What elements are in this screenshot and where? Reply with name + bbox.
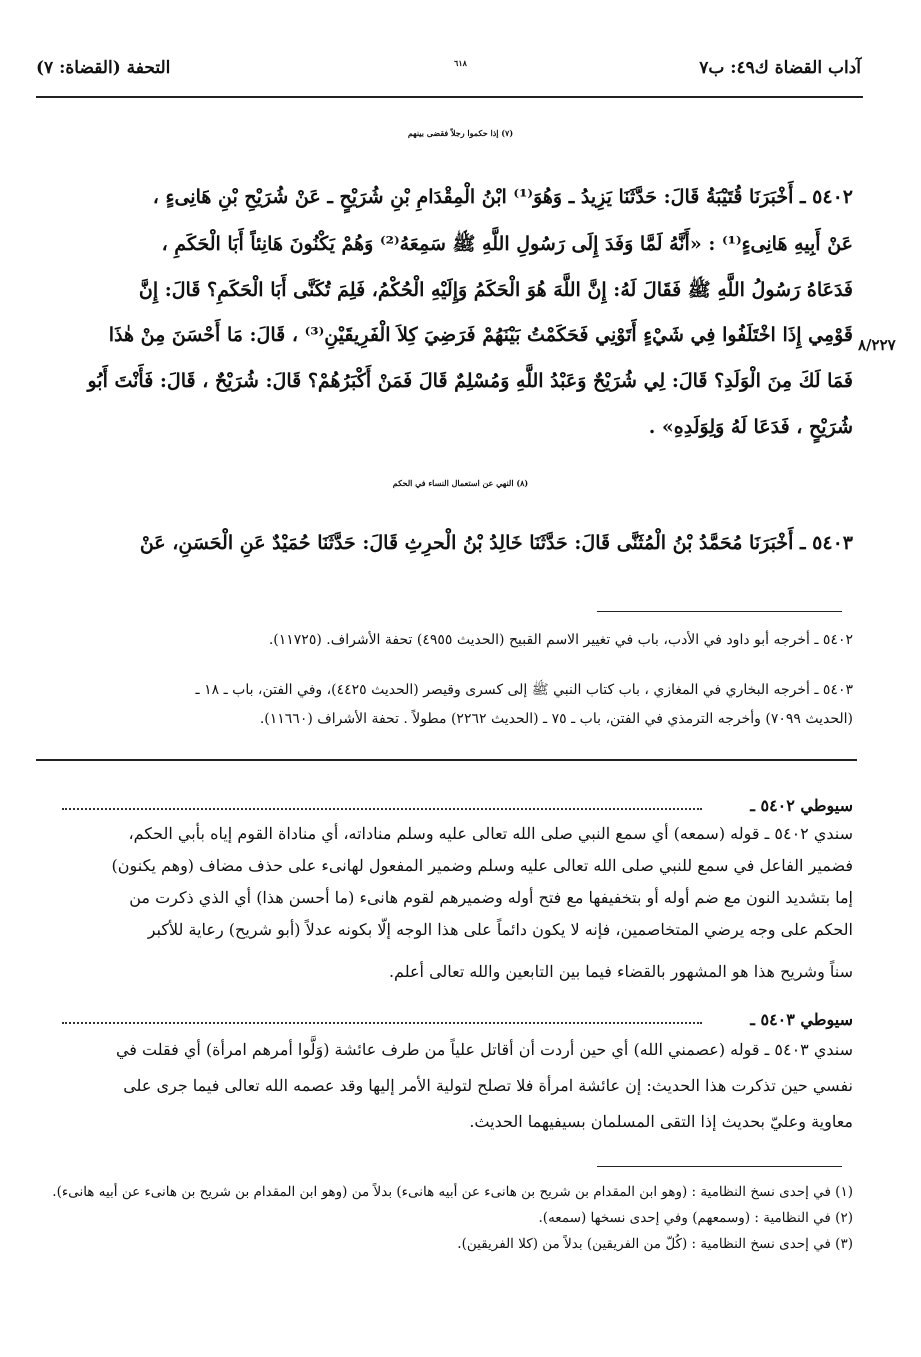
takhrij-note: ٥٤٠٣ ـ أخرجه البخاري في المغازي ، باب كتاب النبي ﷺ إلى كسرى وقيصر (الحديث ٤٤٢٥)، وفي الفتن، باب ـ ١٨ ـ	[195, 682, 853, 698]
sindi-line: فضمير الفاعل في سمع للنبي صلى الله تعالى عليه وسلم وضمير المفعول لهانىء على حذف مضاف (وهم يكنون)	[111, 856, 853, 875]
chapter-heading-7: (٧) إذا حكموا رجلاً فقضى بينهم	[407, 128, 514, 138]
chapter-heading-8: (٨) النهي عن استعمال النساء في الحكم	[392, 478, 529, 488]
page-number: ٦١٨	[454, 58, 467, 68]
sindi-line: سناً وشريح هذا هو المشهور بالقضاء فيما بين التابعين والله تعالى أعلم.	[388, 962, 853, 981]
hadith-line: ٥٤٠٢ ـ أَخْبَرَنَا قُتَيْبَةُ قَالَ: حَدَّثَنَا يَزِيدُ ـ وَهُوَ⁽¹⁾ ابْنُ الْمِقْدَامِ بْنِ شُرَيْحٍ ـ عَنْ شُرَيْحِ بْنِ هَانِىءٍ ،	[152, 186, 853, 208]
header-book-ref: آداب القضاة ك٤٩: ب٧	[699, 58, 861, 78]
takhrij-note: (الحديث ٧٠٩٩) وأخرجه الترمذي في الفتن، باب ـ ٧٥ ـ (الحديث ٢٢٦٢) مطولاً . تحفة الأشراف (١١٦٦٠).	[259, 711, 853, 727]
header-rule	[36, 96, 863, 98]
hadith-line: قَوْمِي إِذَا اخْتَلَفُوا فِي شَيْءٍ أَتَوْنِي فَحَكَمْتُ بَيْنَهُمْ فَرَضِيَ كِلاَ الْفَرِيقَيْنِ⁽³⁾ ، قَالَ: مَا أَحْسَنَ مِنْ هٰذَا	[108, 324, 853, 346]
hadith-line: عَنْ أَبِيهِ هَانِىءٍ⁽¹⁾ : «أَنَّهُ لَمَّا وَفَدَ إِلَى رَسُولِ اللَّهِ ﷺ سَمِعَهُ⁽²⁾ وَهُمْ يَكْنُونَ هَانِئاً أَبَا الْحَكَمِ ،	[161, 233, 853, 255]
footnote: (١) في إحدى نسخ النظامية : (وهو ابن المقدام بن شريح بن هانىء عن أبيه هانىء) بدلاً من (وهو ابن المقدام بن شريح بن هانىء عن أبيه هانىء).	[52, 1184, 853, 1200]
sindi-line: معاوية وعليّ بحديث إذا التقى المسلمان بسيفيهما الحديث.	[469, 1112, 853, 1131]
footnote: (٣) في إحدى نسخ النظامية : (كُلّ من الفريقين) بدلاً من (كلا الفريقين).	[457, 1236, 853, 1252]
sindi-line: إما بتشديد النون مع ضم أوله أو بتخفيفها مع فتح أوله وضميرهم لقوم هانىء (ما أحسن هذا) أي الذي ذكرت من	[129, 888, 853, 907]
footnote-rule	[597, 1166, 842, 1167]
hadith-line: فَدَعَاهُ رَسُولُ اللَّهِ ﷺ فَقَالَ لَهُ: إِنَّ اللَّهَ هُوَ الْحَكَمُ وَإِلَيْهِ الْحُكْمُ، فَلِمَ تُكَنَّى أَبَا الْحَكَمِ؟ قَالَ: إِنَّ	[138, 279, 853, 301]
sindi-line: سندي ٥٤٠٢ ـ قوله (سمعه) أي سمع النبي صلى الله تعالى عليه وسلم مناداته، أي مناداة القوم إياه بأبي الحكم،	[128, 824, 853, 843]
footnote: (٢) في النظامية : (وسمعهم) وفي إحدى نسخها (سمعه).	[538, 1210, 853, 1226]
hadith-line: فَمَا لَكَ مِنَ الْوَلَدِ؟ قَالَ: لِي شُرَيْحٌ وَعَبْدُ اللَّهِ وَمُسْلِمٌ قَالَ فَمَنْ أَكْبَرُهُمْ؟ قَالَ: شُرَيْحٌ ، قَالَ: فَأَنْتَ أَبُو	[87, 370, 853, 392]
commentary-rule	[36, 759, 857, 761]
hadith-line: شُرَيْحٍ ، فَدَعَا لَهُ وَلِوَلَدِهِ» .	[648, 416, 853, 438]
dotted-leader	[62, 808, 702, 810]
dotted-leader	[62, 1022, 702, 1024]
takhrij-note: ٥٤٠٢ ـ أخرجه أبو داود في الأدب، باب في تغيير الاسم القبيح (الحديث ٤٩٥٥) تحفة الأشراف. (١١٧٢٥).	[268, 632, 853, 648]
suyuti-label: سيوطي ٥٤٠٢ ـ	[750, 796, 853, 815]
header-tuhfa-ref: التحفة (القضاة: ٧)	[36, 58, 171, 78]
sindi-line: سندي ٥٤٠٣ ـ قوله (عصمني الله) أي حين أردت أن أقاتل علياً من طرف عائشة (وَلَّوا أمرهم امرأة) أي فقلت في	[115, 1040, 853, 1059]
sindi-line: نفسي حين تذكرت هذا الحديث: إن عائشة امرأة فلا تصلح لتولية الأمر إليها وقد عصمه الله تعالى فيما جرى على	[123, 1076, 853, 1095]
suyuti-label: سيوطي ٥٤٠٣ ـ	[750, 1010, 853, 1029]
takhrij-rule	[597, 611, 842, 612]
sindi-line: الحكم على وجه يرضي المتخاصمين، فإنه لا يكون دائماً على هذا الوجه إلّا بكونه عدلاً (أبو شريح) رعاية للأكبر	[147, 920, 853, 939]
hadith-line: ٥٤٠٣ ـ أَخْبَرَنَا مُحَمَّدُ بْنُ الْمُثَنَّى قَالَ: حَدَّثَنَا خَالِدُ بْنُ الْحرِثِ قَالَ: حَدَّثَنَا حُمَيْدٌ عَنِ الْحَسَنِ، عَنْ	[139, 532, 853, 554]
margin-reference: ٨/٢٢٧	[858, 336, 896, 354]
